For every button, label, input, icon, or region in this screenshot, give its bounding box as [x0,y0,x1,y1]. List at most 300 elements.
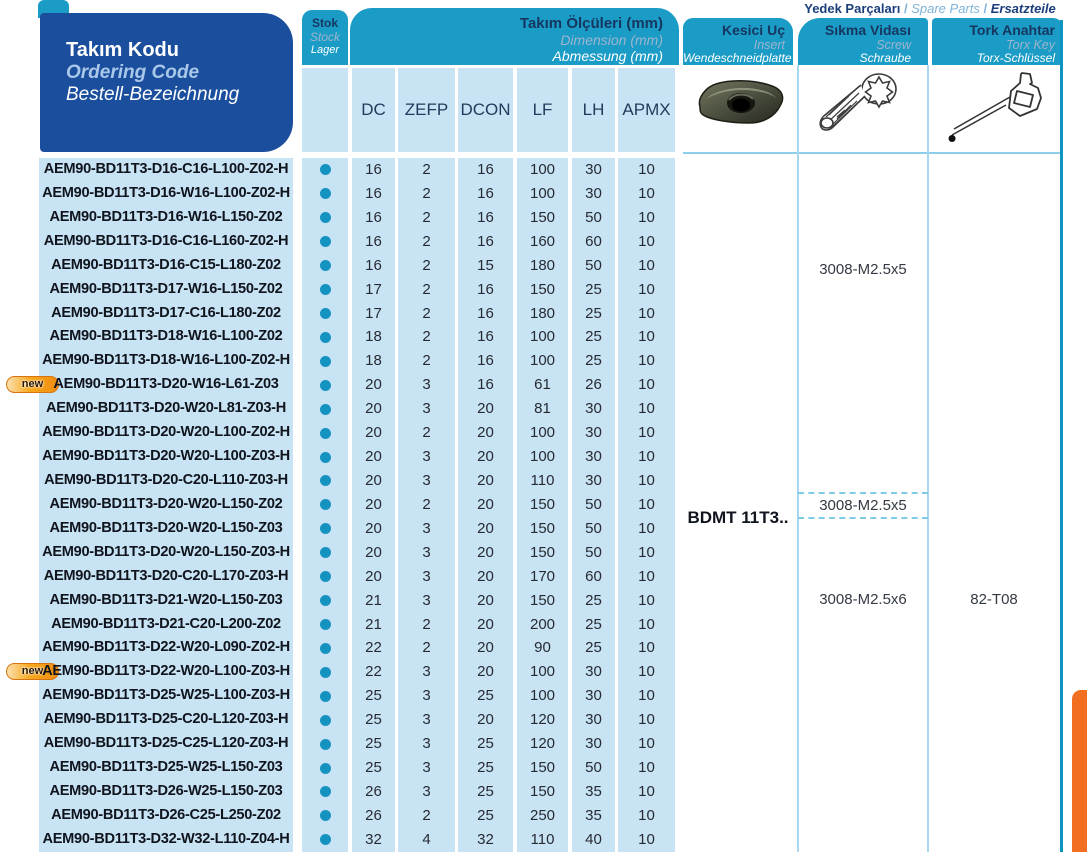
zefp-value: 2 [422,615,431,633]
dcon-value: 16 [477,280,494,298]
lf-value: 81 [534,400,551,418]
lf-value: 120 [529,711,556,729]
stock-dot-icon [302,589,348,613]
ordering-code: AEM90-BD11T3-D20-W20-L100-Z02-H [42,424,290,441]
lf-value: 150 [529,591,556,609]
lf-value: 100 [529,161,556,178]
apmx-value: 10 [638,567,655,585]
dc-value: 20 [365,376,382,394]
lf-value: 150 [529,519,556,537]
apmx-value: 10 [638,184,655,202]
table-row [0,613,1087,637]
ordering-code: AEM90-BD11T3-D16-C16-L160-Z02-H [43,232,289,249]
table-row [0,302,1087,326]
lf-value: 100 [529,184,556,202]
ordering-code: AEM90-BD11T3-D26-C25-L250-Z02 [51,806,281,823]
ordering-code-header [40,13,293,152]
ordering-code: AEM90-BD11T3-D25-C20-L120-Z03-H [43,711,289,728]
screw-code-bottom: 3008-M2.5x6 [819,591,907,608]
lf-value: 250 [529,806,556,824]
lh-value: 50 [585,256,602,274]
lf-value: 150 [529,280,556,298]
apmx-value: 10 [638,830,655,848]
dc-value: 22 [365,639,382,657]
stock-dot-icon [302,469,348,493]
lh-value: 50 [585,519,602,537]
lh-value: 50 [585,495,602,513]
lh-value: 25 [585,591,602,609]
lf-value: 150 [529,543,556,561]
ordering-code: AEM90-BD11T3-D16-C15-L180-Z02 [51,256,281,273]
ordering-code-title-en: Ordering Code [66,62,200,83]
dc-value: 26 [365,782,382,800]
lf-value: 180 [529,304,556,322]
lf-value: 170 [529,567,556,585]
lh-value: 35 [585,806,602,824]
lh-value: 50 [585,208,602,226]
dcon-value: 16 [477,352,494,370]
lf-value: 100 [529,352,556,370]
insert-title-en: Insert [753,38,785,52]
apmx-value: 10 [638,471,655,489]
ordering-code: AEM90-BD11T3-D16-W16-L100-Z02-H [42,184,290,201]
stock-dot-icon [302,517,348,541]
zefp-value: 3 [422,543,431,561]
dcon-value: 20 [477,663,494,681]
torx-title-tr: Tork Anahtar [969,22,1055,38]
dcon-value: 32 [477,830,494,848]
zefp-value: 2 [422,208,431,226]
dimensions-title-en: Dimension (mm) [560,32,663,48]
separator: / [979,1,991,16]
apmx-value: 10 [638,424,655,442]
ordering-code: AEM90-BD11T3-D17-W16-L150-Z02 [49,280,283,297]
lh-value: 25 [585,615,602,633]
stock-dot-icon [302,349,348,373]
lh-value: 60 [585,232,602,250]
lh-value: 25 [585,304,602,322]
dc-value: 26 [365,806,382,824]
spare-parts-title [798,1,1062,17]
stock-dot-icon [302,541,348,565]
lh-value: 25 [585,328,602,346]
screw-code-top: 3008-M2.5x5 [819,261,907,278]
stock-title-tr: Stok [311,16,338,30]
dim-column-header-dc: DC [352,68,395,152]
insert-title-de: Wendeschneidplatte [683,51,792,65]
dc-value: 20 [365,543,382,561]
zefp-value: 3 [422,663,431,681]
lh-value: 30 [585,687,602,705]
lh-value: 26 [585,376,602,394]
stock-dot-icon [302,828,348,852]
zefp-value: 2 [422,184,431,202]
apmx-value: 10 [638,256,655,274]
stock-dot-icon [302,421,348,445]
dcon-value: 20 [477,424,494,442]
apmx-value: 10 [638,400,655,418]
dc-value: 16 [365,184,382,202]
dc-value: 17 [365,304,382,322]
torx-key-code: 82-T08 [970,591,1018,608]
lf-value: 100 [529,328,556,346]
dc-value: 20 [365,471,382,489]
table-row [0,708,1087,732]
lf-value: 180 [529,256,556,274]
ordering-code: AEM90-BD11T3-D18-W16-L100-Z02 [49,328,283,345]
apmx-value: 10 [638,328,655,346]
dcon-value: 20 [477,711,494,729]
ordering-code-title-tr: Takım Kodu [66,39,179,61]
insert-code: BDMT 11T3.. [687,508,789,527]
ordering-code: AEM90-BD11T3-D20-W20-L150-Z03 [49,519,283,536]
apmx-value: 10 [638,543,655,561]
dcon-value: 16 [477,208,494,226]
zefp-value: 3 [422,759,431,777]
stock-dot-icon [302,565,348,589]
dcon-value: 20 [477,471,494,489]
stock-dot-icon [302,302,348,326]
apmx-value: 10 [638,448,655,466]
dim-column-header-dcon: DCON [458,68,513,152]
ordering-code: AEM90-BD11T3-D25-C25-L120-Z03-H [43,735,289,752]
screw-code-mid: 3008-M2.5x5 [819,497,907,514]
dc-value: 16 [365,256,382,274]
apmx-value: 10 [638,208,655,226]
apmx-value: 10 [638,687,655,705]
zefp-value: 2 [422,232,431,250]
dcon-value: 20 [477,400,494,418]
dc-value: 20 [365,400,382,418]
insert-photo [692,65,788,152]
lf-value: 120 [529,735,556,753]
dc-value: 20 [365,495,382,513]
zefp-value: 2 [422,639,431,657]
stock-dot-icon [302,660,348,684]
spare-parts-title-tr: Yedek Parçaları [804,1,901,16]
apmx-value: 10 [638,711,655,729]
stock-dot-icon [302,732,348,756]
lf-value: 160 [529,232,556,250]
dc-value: 18 [365,352,382,370]
apmx-value: 10 [638,663,655,681]
dcon-value: 16 [477,304,494,322]
dc-value: 16 [365,161,382,178]
table-row [0,349,1087,373]
ordering-code: AEM90-BD11T3-D16-C16-L100-Z02-H [43,161,289,177]
lh-value: 30 [585,400,602,418]
insert-column-header [683,18,793,65]
dc-value: 18 [365,328,382,346]
ordering-code: AEM90-BD11T3-D20-W20-L150-Z02 [49,495,283,512]
screw-illustration [813,65,913,152]
stock-dot-icon [302,254,348,278]
apmx-value: 10 [638,782,655,800]
ordering-code: AEM90-BD11T3-D20-C20-L110-Z03-H [44,471,288,488]
dcon-value: 25 [477,806,494,824]
dcon-value: 15 [477,256,494,274]
ordering-code: AEM90-BD11T3-D25-W25-L100-Z03-H [42,687,290,704]
screw-column-border [797,65,799,852]
dcon-value: 20 [477,495,494,513]
stock-title-en: Stock [309,30,340,44]
dimensions-title-de: Abmessung (mm) [552,48,663,64]
lh-value: 25 [585,280,602,298]
table-row [0,541,1087,565]
dc-value: 25 [365,735,382,753]
new-badge: new [6,663,59,680]
zefp-value: 3 [422,782,431,800]
apmx-value: 10 [638,352,655,370]
dcon-value: 25 [477,759,494,777]
zefp-value: 2 [422,352,431,370]
stock-dot-icon [302,206,348,230]
ordering-code: AEM90-BD11T3-D20-W16-L61-Z03 [53,376,279,393]
lf-value: 110 [530,830,555,848]
zefp-value: 3 [422,711,431,729]
ordering-code: AEM90-BD11T3-D22-W20-L100-Z03-H [42,663,290,680]
dc-value: 20 [365,567,382,585]
stock-dot-icon [302,804,348,828]
lh-value: 30 [585,735,602,753]
dcon-value: 25 [477,687,494,705]
lh-value: 30 [585,424,602,442]
torx-title-en: Torx Key [1006,38,1055,52]
apmx-value: 10 [638,639,655,657]
stock-dot-icon [302,397,348,421]
lf-value: 61 [534,376,551,394]
stock-dot-icon [302,230,348,254]
lf-value: 100 [529,448,556,466]
torx-column-border [927,65,929,852]
dc-value: 22 [365,663,382,681]
dimensions-header [350,8,679,65]
zefp-value: 3 [422,687,431,705]
zefp-value: 3 [422,591,431,609]
lh-value: 50 [585,543,602,561]
apmx-value: 10 [638,304,655,322]
image-row-divider [683,152,1063,154]
table-row [0,828,1087,852]
lh-value: 60 [585,567,602,585]
dc-value: 16 [365,208,382,226]
lf-value: 200 [529,615,556,633]
dcon-value: 16 [477,232,494,250]
lh-value: 30 [585,711,602,729]
dc-value: 21 [365,615,382,633]
apmx-value: 10 [638,495,655,513]
insert-title-tr: Kesici Uç [721,22,785,38]
torx-column-header [932,18,1063,65]
zefp-value: 3 [422,471,431,489]
stock-dot-icon [302,756,348,780]
apmx-value: 10 [638,232,655,250]
table-row [0,206,1087,230]
zefp-value: 2 [422,806,431,824]
screw-title-tr: Sıkma Vidası [824,22,911,38]
stock-dot-icon [302,636,348,660]
table-row [0,660,1087,684]
zefp-value: 2 [422,256,431,274]
apmx-value: 10 [638,280,655,298]
table-right-edge [1060,20,1063,852]
stock-column-header [302,10,348,65]
ordering-code: AEM90-BD11T3-D21-W20-L150-Z03 [49,591,283,608]
spare-parts-title-en: Spare Parts [911,1,980,16]
ordering-code: AEM90-BD11T3-D20-W20-L150-Z03-H [42,543,290,560]
zefp-value: 2 [422,328,431,346]
dcon-value: 20 [477,567,494,585]
lh-value: 30 [585,471,602,489]
screw-code-mid-cell [798,492,928,519]
ordering-code: AEM90-BD11T3-D20-W20-L81-Z03-H [46,400,286,417]
dim-column-header-lf: LF [517,68,568,152]
dc-value: 16 [365,232,382,250]
dc-value: 25 [365,759,382,777]
dcon-value: 16 [477,184,494,202]
apmx-value: 10 [638,161,655,178]
new-badge: new [6,376,59,393]
apmx-value: 10 [638,806,655,824]
lf-value: 110 [530,471,555,489]
zefp-value: 2 [422,424,431,442]
stock-dot-icon [302,373,348,397]
lf-value: 150 [529,782,556,800]
dc-value: 17 [365,280,382,298]
ordering-code: AEM90-BD11T3-D17-C16-L180-Z02 [51,304,281,321]
dcon-value: 20 [477,448,494,466]
lh-value: 30 [585,663,602,681]
lf-value: 90 [534,639,551,657]
screw-column-header [798,18,928,65]
zefp-value: 3 [422,735,431,753]
dcon-value: 20 [477,591,494,609]
zefp-value: 2 [422,161,431,178]
table-row [0,780,1087,804]
table-row [0,684,1087,708]
lh-value: 30 [585,161,602,178]
dcon-value: 16 [477,376,494,394]
apmx-value: 10 [638,615,655,633]
zefp-value: 3 [422,400,431,418]
lf-value: 150 [529,495,556,513]
dcon-value: 20 [477,543,494,561]
lf-value: 150 [529,759,556,777]
screw-title-en: Screw [876,38,911,52]
dc-value: 25 [365,711,382,729]
stock-dot-icon [302,325,348,349]
zefp-value: 3 [422,567,431,585]
stock-header-cell [302,68,348,152]
lh-value: 25 [585,639,602,657]
dimensions-title-tr: Takım Ölçüleri (mm) [519,15,663,32]
lh-value: 35 [585,782,602,800]
table-row [0,565,1087,589]
apmx-value: 10 [638,735,655,753]
screw-title-de: Schraube [859,51,911,65]
zefp-value: 2 [422,304,431,322]
ordering-code-title-de: Bestell-Bezeichnung [66,84,240,105]
stock-dot-icon [302,182,348,206]
dc-value: 20 [365,424,382,442]
dim-column-header-apmx: APMX [618,68,675,152]
table-row [0,325,1087,349]
ordering-code: AEM90-BD11T3-D20-W20-L100-Z03-H [42,448,290,465]
dcon-value: 25 [477,782,494,800]
table-row [0,158,1087,182]
table-row [0,397,1087,421]
zefp-value: 3 [422,376,431,394]
ordering-code: AEM90-BD11T3-D21-C20-L200-Z02 [51,615,281,632]
dc-value: 20 [365,519,382,537]
dc-value: 21 [365,591,382,609]
lf-value: 100 [529,687,556,705]
stock-dot-icon [302,780,348,804]
ordering-code: AEM90-BD11T3-D26-W25-L150-Z03 [49,782,283,799]
table-row [0,636,1087,660]
dc-value: 25 [365,687,382,705]
table-row [0,421,1087,445]
table-row [0,804,1087,828]
table-row [0,373,1087,397]
zefp-value: 3 [422,448,431,466]
apmx-value: 10 [638,591,655,609]
lh-value: 30 [585,448,602,466]
lf-value: 150 [529,208,556,226]
stock-dot-icon [302,278,348,302]
torx-title-de: Torx-Schlüssel [976,51,1055,65]
spare-parts-title-de: Ersatzteile [990,1,1056,16]
lh-value: 25 [585,352,602,370]
stock-dot-icon [302,708,348,732]
ordering-code: AEM90-BD11T3-D22-W20-L090-Z02-H [42,639,290,656]
lh-value: 30 [585,184,602,202]
lh-value: 40 [585,830,602,848]
dcon-value: 20 [477,639,494,657]
dc-value: 20 [365,448,382,466]
ordering-code: AEM90-BD11T3-D20-C20-L170-Z03-H [43,567,289,584]
dc-value: 32 [365,830,382,848]
table-row [0,182,1087,206]
lh-value: 50 [585,759,602,777]
dim-column-header-zefp: ZEFP [398,68,455,152]
dcon-value: 16 [477,161,494,178]
table-row [0,230,1087,254]
table-row [0,445,1087,469]
page-edge-tab [1072,690,1087,852]
table-row [0,469,1087,493]
stock-dot-icon [302,158,348,182]
ordering-code: AEM90-BD11T3-D18-W16-L100-Z02-H [42,352,290,369]
table-row [0,732,1087,756]
dcon-value: 20 [477,519,494,537]
stock-dot-icon [302,493,348,517]
dcon-value: 16 [477,328,494,346]
zefp-value: 2 [422,280,431,298]
ordering-code: AEM90-BD11T3-D25-W25-L150-Z03 [49,759,283,776]
zefp-value: 3 [422,519,431,537]
apmx-value: 10 [638,376,655,394]
table-row [0,756,1087,780]
zefp-value: 2 [422,495,431,513]
torx-key-illustration [938,65,1052,152]
dim-column-header-lh: LH [572,68,615,152]
lf-value: 100 [529,424,556,442]
table-row [0,517,1087,541]
ordering-code: AEM90-BD11T3-D32-W32-L110-Z04-H [42,830,290,847]
apmx-value: 10 [638,519,655,537]
lf-value: 100 [529,663,556,681]
